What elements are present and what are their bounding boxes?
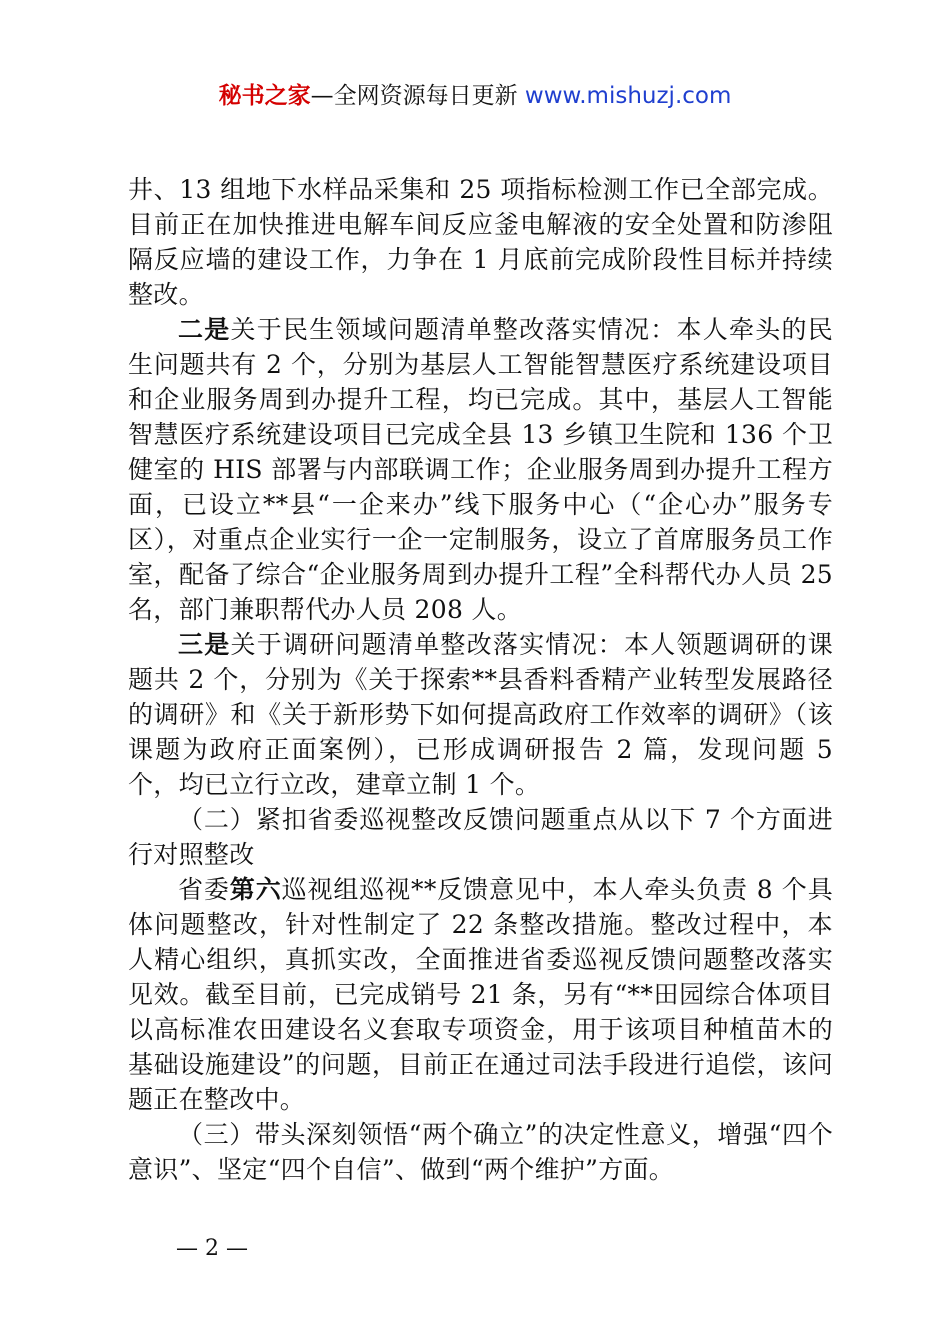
section-heading-2: （二）紧扣省委巡视整改反馈问题重点从以下 7 个方面进行对照整改 <box>128 805 833 869</box>
paragraph-2-lead: 二是 <box>178 315 231 344</box>
page-header <box>0 80 950 112</box>
paragraph-5-prefix: 省委 <box>178 875 230 904</box>
paragraph-2 <box>128 312 833 627</box>
paragraph-3-text: 关于调研问题清单整改落实情况：本人领题调研的课题共 2 个，分别为《关于探索**县香料香精产业转型发展路径的调研》和《关于新形势下如何提高政府工作效率的调研》（该课题为政府正面案例），已形成调研报告 2 篇，发现问题 5 个，均已立行立改，建章立制 1 个。 <box>128 630 833 799</box>
section-heading-3: （三）带头深刻领悟“两个确立”的决定性意义，增强“四个意识”、坚定“四个自信”、做到“两个维护”方面。 <box>128 1120 833 1184</box>
paragraph-2-text: 关于民生领域问题清单整改落实情况：本人牵头的民生问题共有 2 个，分别为基层人工智能智慧医疗系统建设项目和企业服务周到办提升工程，均已完成。其中，基层人工智能智慧医疗系统建设项目已完成全县 13 乡镇卫生院和 136 个卫健室的 HIS 部署与内部联调工作；企业服务周到办提升工程方面，已设立**县“一企来办”线下服务中心（“企心办”服务专区），对重点企业实行一企一定制服务，设立了首席服务员工作室，配备了综合“企业服务周到办提升工程”全科帮代办人员 25 名，部门兼职帮代办人员 208 人。 <box>128 315 833 624</box>
header-tagline: —全网资源每日更新 <box>310 83 525 109</box>
paragraph-5 <box>128 872 833 1117</box>
paragraph-5-text: 巡视组巡视**反馈意见中，本人牵头负责 8 个具体问题整改，针对性制定了 22 条整改措施。整改过程中，本人精心组织，真抓实改，全面推进省委巡视反馈问题整改落实见效。截至目前，已完成销号 21 条，另有“**田园综合体项目以高标准农田建设名义套取专项资金，用于该项目种植苗木的基础设施建设”的问题，目前正在通过司法手段进行追偿，该问题正在整改中。 <box>128 875 833 1114</box>
website-link[interactable]: www.mishuzj.com <box>524 83 732 109</box>
document-body <box>128 172 833 1187</box>
paragraph-5-bold: 第六 <box>229 875 282 904</box>
paragraph-3-lead: 三是 <box>178 630 231 659</box>
paragraph-3 <box>128 627 833 802</box>
paragraph-1: 井、13 组地下水样品采集和 25 项指标检测工作已全部完成。目前正在加快推进电解车间反应釜电解液的安全处置和防渗阻隔反应墙的建设工作，力争在 1 月底前完成阶段性目标并持续整改。 <box>128 175 833 309</box>
brand-name: 秘书之家 <box>218 83 311 109</box>
page-number: — 2 — <box>176 1236 248 1261</box>
